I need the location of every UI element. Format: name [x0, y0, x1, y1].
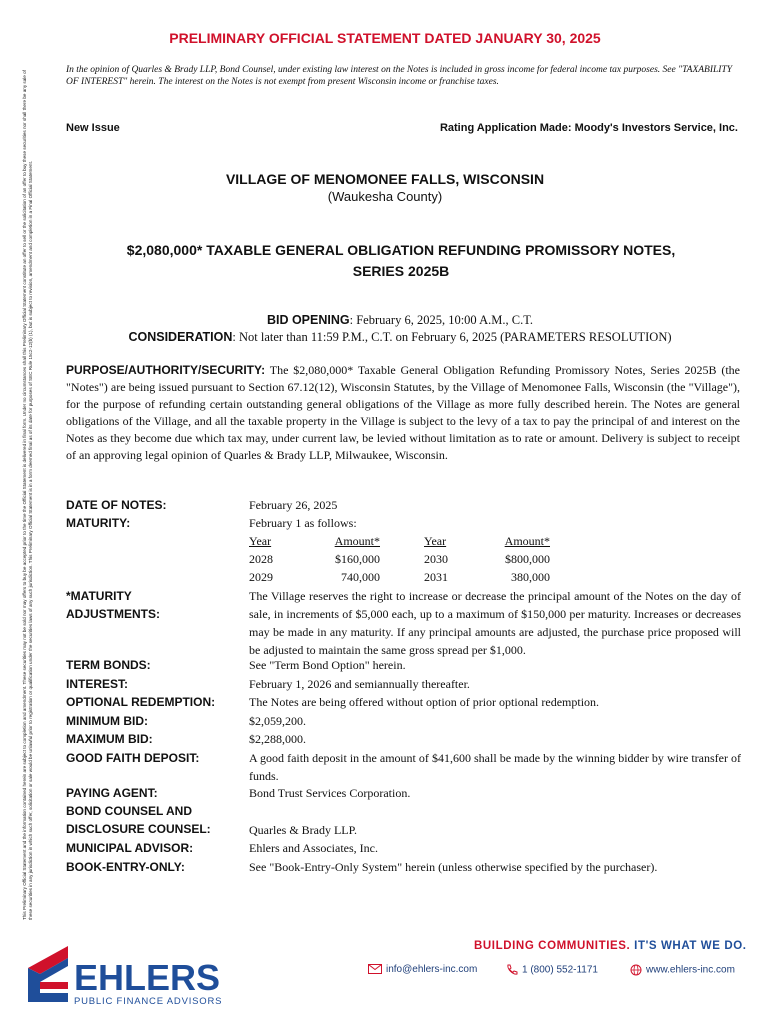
- maturity-label: MATURITY:: [66, 516, 131, 530]
- maturity-year: 2030: [424, 552, 448, 566]
- maturity-adjustments-label-1: *MATURITY: [66, 589, 132, 603]
- tagline: [474, 940, 747, 952]
- maturity-amount: $800,000: [505, 552, 550, 566]
- tagline-rest: IT'S WHAT WE DO.: [630, 940, 747, 952]
- municipal-advisor-value: Ehlers and Associates, Inc.: [249, 841, 378, 855]
- book-entry-value: See "Book-Entry-Only System" herein (unless otherwise specified by the purchaser).: [249, 860, 658, 874]
- consideration: [0, 329, 770, 346]
- bond-counsel-opinion: In the opinion of Quarles & Brady LLP, Bond Counsel, under existing law interest on the Notes is included in gross income for federal income tax purposes. See "TAXABILITY OF INTEREST" herein. The interest on the Notes is not exempt from present Wisconsin income or franchise taxes.: [66, 65, 733, 87]
- rating-application: Rating Application Made: Moody's Investors Service, Inc.: [439, 122, 738, 134]
- consideration-label: CONSIDERATION: [128, 330, 233, 344]
- logo-subtitle: PUBLIC FINANCE ADVISORS: [74, 996, 223, 1007]
- tagline-main: BUILDING COMMUNITIES.: [474, 940, 631, 952]
- globe-icon: [630, 964, 642, 976]
- bond-counsel-label-2: DISCLOSURE COUNSEL:: [66, 822, 211, 836]
- optional-redemption-value: The Notes are being offered without option of prior optional redemption.: [249, 695, 600, 709]
- issuer-block: [0, 170, 770, 205]
- maturity-amount-header: Amount*: [504, 534, 550, 548]
- purpose-text: The $2,080,000* Taxable General Obligation Refunding Promissory Notes, Series 2025B (the "Notes") are being issued pursuant to Section 67.12(12), Wisconsin Statutes, by the Village of Menomonee Falls, Wisconsin (the "Village"), for the purpose of refunding certain outstanding general obligations of the Village as more fully described herein. The Notes are general obligations of the Village, and all the taxable property in the Village is subject to the levy of a tax to pay the principal of and interest on the Notes as they become due which tax may, under current law, be levied without limitation as to rate or amount. Delivery is subject to receipt of an approving legal opinion of Quarles & Brady LLP, Milwaukee, Wisconsin.: [66, 363, 740, 462]
- maturity-value: February 1 as follows:: [249, 516, 357, 530]
- ehlers-logo: [26, 930, 236, 1010]
- notes-title-line1: $2,080,000* TAXABLE GENERAL OBLIGATION REFUNDING PROMISSORY NOTES,: [126, 242, 676, 258]
- maturity-adjustments-value: The Village reserves the right to increase or decrease the principal amount of the Notes on the day of sale, in increments of $5,000 each, up to a maximum of $150,000 per maturity. Increases or decreases may be made in any maturity. If any principal amounts are adjusted, the purchase price proposed will be adjusted to maintain the same gross spread per $1,000.: [249, 589, 741, 657]
- web-contact[interactable]: [630, 964, 735, 976]
- consideration-value: : Not later than 11:59 P.M., C.T. on February 6, 2025 (PARAMETERS RESOLUTION): [232, 330, 672, 344]
- bond-counsel-label: [66, 802, 246, 838]
- phone-icon: [506, 964, 518, 976]
- email-contact[interactable]: [368, 964, 477, 975]
- phone-text[interactable]: 1 (800) 552-1171: [522, 964, 598, 976]
- optional-redemption-label: OPTIONAL REDEMPTION:: [66, 695, 216, 709]
- purpose-paragraph: [66, 362, 740, 464]
- preliminary-statement-title: PRELIMINARY OFFICIAL STATEMENT DATED JANUARY 30, 2025: [169, 30, 601, 46]
- book-entry-label: BOOK-ENTRY-ONLY:: [66, 860, 185, 874]
- issue-row: [66, 122, 738, 134]
- bid-opening-value: : February 6, 2025, 10:00 A.M., C.T.: [349, 313, 534, 327]
- issuer-county: (Waukesha County): [327, 189, 443, 204]
- phone-contact[interactable]: [506, 964, 598, 976]
- good-faith-deposit-label: GOOD FAITH DEPOSIT:: [66, 751, 200, 765]
- new-issue-label: New Issue: [66, 122, 120, 134]
- email-text[interactable]: info@ehlers-inc.com: [386, 964, 478, 975]
- bond-counsel-label-1: BOND COUNSEL AND: [66, 804, 193, 818]
- notes-title: [62, 240, 740, 282]
- maturity-amount: $160,000: [335, 552, 380, 566]
- email-icon: [368, 964, 382, 974]
- minimum-bid-label: MINIMUM BID:: [66, 714, 148, 728]
- maximum-bid-value: $2,288,000.: [249, 732, 306, 746]
- date-of-notes-label: DATE OF NOTES:: [66, 498, 167, 512]
- bond-counsel-value: Quarles & Brady LLP.: [249, 823, 357, 837]
- maturity-adjustments-label: [66, 587, 246, 623]
- notes-title-line2: SERIES 2025B: [352, 263, 450, 279]
- interest-label: INTEREST:: [66, 677, 129, 691]
- maturity-year-header: Year: [249, 534, 272, 548]
- web-text[interactable]: www.ehlers-inc.com: [646, 964, 735, 976]
- good-faith-deposit-value: A good faith deposit in the amount of $41,600 shall be made by the winning bidder by wire transfer of funds.: [249, 751, 741, 783]
- maturity-amount: 380,000: [511, 570, 550, 584]
- interest-value: February 1, 2026 and semiannually thereafter.: [249, 677, 470, 691]
- maturity-amount: 740,000: [341, 570, 380, 584]
- purpose-label: PURPOSE/AUTHORITY/SECURITY:: [66, 363, 266, 377]
- paying-agent-label: PAYING AGENT:: [66, 786, 158, 800]
- maturity-year: 2029: [249, 570, 273, 584]
- bid-opening: [0, 312, 770, 329]
- minimum-bid-value: $2,059,200.: [249, 714, 306, 728]
- bid-block: [0, 312, 770, 346]
- term-bonds-label: TERM BONDS:: [66, 658, 151, 672]
- maximum-bid-label: MAXIMUM BID:: [66, 732, 153, 746]
- logo-wordmark: EHLERS: [74, 957, 221, 998]
- maturity-year: 2028: [249, 552, 273, 566]
- maturity-adjustments-label-2: ADJUSTMENTS:: [66, 607, 161, 621]
- municipal-advisor-label: MUNICIPAL ADVISOR:: [66, 841, 194, 855]
- logo-mark-icon: [28, 946, 68, 1002]
- maturity-year-header: Year: [424, 534, 447, 548]
- issuer-name: VILLAGE OF MENOMONEE FALLS, WISCONSIN: [225, 171, 545, 187]
- term-bonds-value: See "Term Bond Option" herein.: [249, 658, 406, 672]
- bid-opening-label: BID OPENING: [266, 313, 350, 327]
- maturity-year: 2031: [424, 570, 448, 584]
- maturity-amount-header: Amount*: [334, 534, 380, 548]
- side-disclaimer: This Preliminary Official Statement and the information contained herein are subject to completion and amendment. These securities may not be sold nor may offers to buy be accepted prior to the time the Official Statement is delivered in final form. Under no circumstances shall this Preliminary Official Statement constitute an offer to sell or the solicitation of an offer to buy these securities nor shall there be any sale of these securities in any jurisdiction in which such offer, solicitation or sale would be unlawful prior to registration or qualification under the securities laws of any such jurisdiction. This Preliminary Official Statement is in a form deemed final as of its date for purposes of SEC Rule 15c2-12(b) (1), but is subject to revision, amendment and completion in a Final Official Statement.: [22, 70, 33, 920]
- date-of-notes-value: February 26, 2025: [249, 498, 338, 512]
- paying-agent-value: Bond Trust Services Corporation.: [249, 786, 411, 800]
